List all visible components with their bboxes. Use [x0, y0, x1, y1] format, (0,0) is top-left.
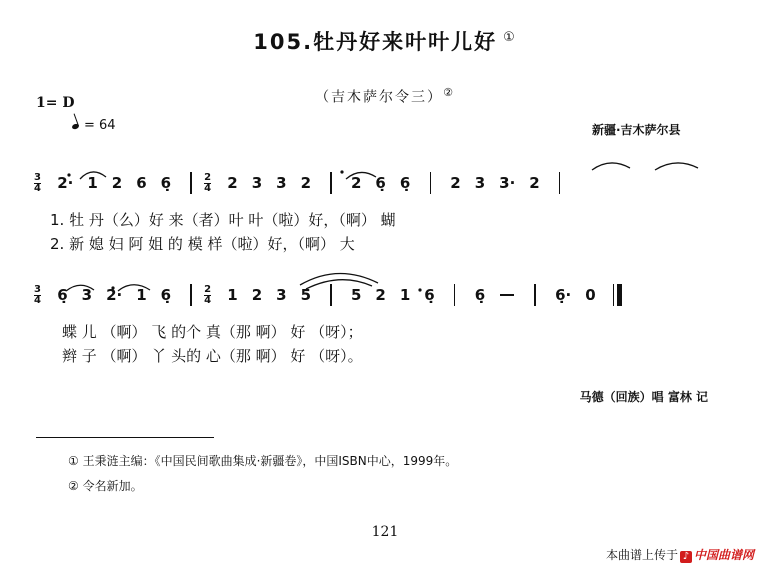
bar-line [330, 172, 332, 194]
note: 6̣ [399, 173, 411, 192]
bar-line [454, 284, 456, 306]
lyrics-verse-1-line-1: 1. 牡 丹（么）好 来（者）叶 叶（啦）好，（啊） 蝴 [50, 211, 396, 229]
bar-line [559, 172, 561, 194]
note: 6̣· [555, 285, 572, 304]
note: 6̣ [375, 173, 386, 192]
note: 2 [375, 285, 386, 304]
note: 2 [450, 173, 461, 192]
note: 2· [106, 285, 123, 304]
note: 5 [300, 285, 312, 304]
note: 6̣ [160, 285, 172, 304]
note: 2 [111, 173, 123, 192]
notation-line-1 [34, 172, 567, 194]
footnote-divider [36, 437, 214, 438]
site-logo-icon: ♪ [680, 551, 692, 563]
note: 2· [57, 173, 74, 192]
footnote-2: ② 令名新加。 [68, 479, 143, 493]
song-subtitle: （吉木萨尔令三）② [315, 86, 455, 106]
note: 2 [350, 173, 362, 192]
note: 3 [474, 173, 486, 192]
final-bar-thin [613, 284, 615, 306]
bar-line [534, 284, 536, 306]
page-number: 121 [371, 524, 399, 540]
notation-line-2 [34, 284, 622, 306]
note: 0 [585, 285, 596, 304]
note: 1 [399, 285, 411, 304]
sustain-dash [500, 294, 514, 296]
note: 3 [81, 285, 93, 304]
note: 2 [251, 285, 263, 304]
lyrics-verse-1-line-2: 蝶 儿 （啊） 飞 的个 真（那 啊） 好 （呀）； [62, 323, 363, 341]
note: 1 [227, 285, 238, 304]
note: 2 [227, 173, 238, 192]
final-bar-thick [617, 284, 622, 306]
note: 1 [87, 173, 98, 192]
note: 3 [276, 173, 287, 192]
note: 6̣ [160, 173, 172, 192]
note: 6̣ [57, 285, 68, 304]
time-signature: $\frac{3}{4}$ [34, 283, 41, 306]
upload-watermark: 本曲谱上传于 ♪ 中国曲谱网 [605, 548, 754, 562]
bar-line [190, 172, 192, 194]
note: 6̣ [474, 285, 486, 304]
time-signature: $\frac{2}{4}$ [204, 171, 212, 194]
bar-line [430, 172, 432, 194]
note: 2 [300, 173, 312, 192]
performer-credits: 马德（回族）唱 富林 记 [579, 390, 708, 404]
footnote-1: ① 王秉涟主编：《中国民间歌曲集成·新疆卷》，中国ISBN中心，1999年。 [68, 454, 458, 468]
note: 3 [251, 173, 263, 192]
bar-line [190, 284, 192, 306]
time-signature: $\frac{3}{4}$ [34, 171, 41, 194]
region-label: 新疆·吉木萨尔县 [592, 123, 681, 137]
note: 3· [499, 173, 516, 192]
note: 6̣ [424, 285, 435, 304]
note: 2 [529, 173, 540, 192]
note: 6 [136, 173, 147, 192]
bar-line [330, 284, 332, 306]
key-signature: 1= D [36, 95, 75, 111]
lyrics-verse-2-line-2: 辫 子 （啊） 丫 头的 心（那 啊） 好 （呀）。 [62, 347, 363, 365]
note: 5 [350, 285, 362, 304]
tempo-marking: = 64 [72, 118, 116, 133]
lyrics-verse-2-line-1: 2. 新 媳 妇 阿 姐 的 模 样（啦）好，（啊） 大 [50, 235, 355, 253]
note: 1 [136, 285, 147, 304]
song-title: 105.牡丹好来叶叶儿好 ① [253, 30, 517, 54]
time-signature: $\frac{2}{4}$ [204, 283, 212, 306]
note: 3 [276, 285, 287, 304]
